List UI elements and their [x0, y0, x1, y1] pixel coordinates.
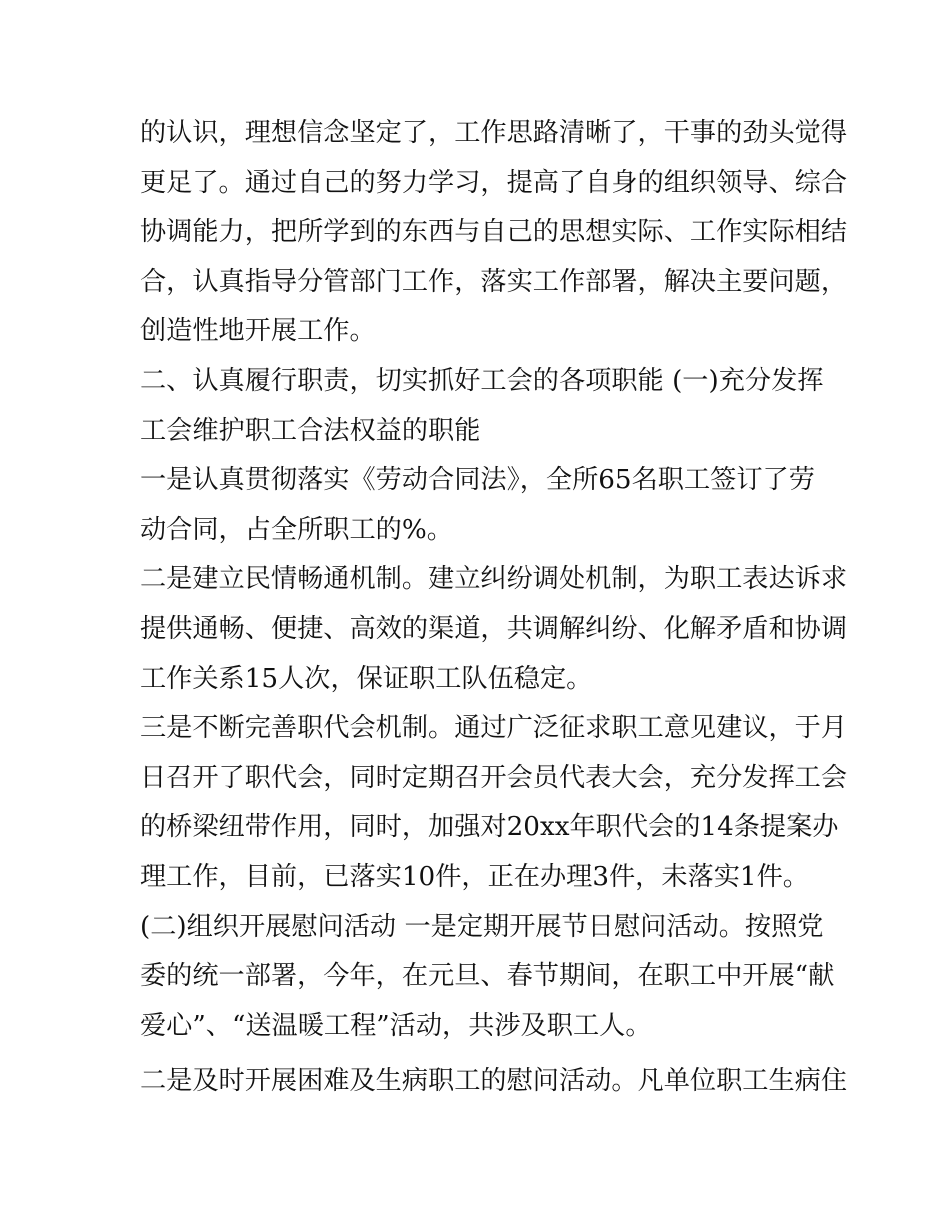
- text-line: 爱心”、“送温暖工程”活动，共涉及职工人。: [140, 1010, 652, 1041]
- text-line: 提供通畅、便捷、高效的渠道，共调解纠纷、化解矛盾和协调: [140, 613, 848, 644]
- text-line: 理工作，目前，已落实10件，正在办理3件，未落实1件。: [140, 861, 809, 892]
- text-line: 委的统一部署，今年，在元旦、春节期间，在职工中开展“献: [140, 961, 835, 992]
- text-line: 工作关系15人次，保证职工队伍稳定。: [140, 663, 593, 694]
- section-heading-line: 二、认真履行职责，切实抓好工会的各项职能 (一)充分发挥: [140, 365, 824, 396]
- section-heading-line: 工会维护职工合法权益的职能: [140, 415, 481, 446]
- text-line: 创造性地开展工作。: [140, 316, 376, 347]
- text-line: 的认识，理想信念坚定了，工作思路清晰了，干事的劲头觉得: [140, 118, 848, 148]
- text-line: 日召开了职代会，同时定期召开会员代表大会，充分发挥工会: [140, 762, 848, 793]
- text-line: 协调能力，把所学到的东西与自己的思想实际、工作实际相结: [140, 217, 848, 248]
- text-line: 三是不断完善职代会机制。通过广泛征求职工意见建议，于月: [140, 713, 848, 744]
- text-line: 一是认真贯彻落实《劳动合同法》，全所65名职工签订了劳: [140, 465, 815, 496]
- document-body: [140, 109, 848, 1107]
- text-line: 动合同，占全所职工的%。: [140, 514, 453, 545]
- text-line: 二是及时开展困难及生病职工的慰问活动。凡单位职工生病住: [140, 1066, 848, 1097]
- text-line: 的桥梁纽带作用，同时，加强对20xx年职代会的14条提案办: [140, 812, 839, 843]
- section-heading-line: (二)组织开展慰问活动 一是定期开展节日慰问活动。按照党: [140, 911, 824, 942]
- text-line: 更足了。通过自己的努力学习，提高了自身的组织领导、综合: [140, 167, 848, 198]
- text-line: 二是建立民情畅通机制。建立纠纷调处机制，为职工表达诉求: [140, 564, 848, 595]
- text-line: 合，认真指导分管部门工作，落实工作部署，解决主要问题，: [140, 266, 848, 297]
